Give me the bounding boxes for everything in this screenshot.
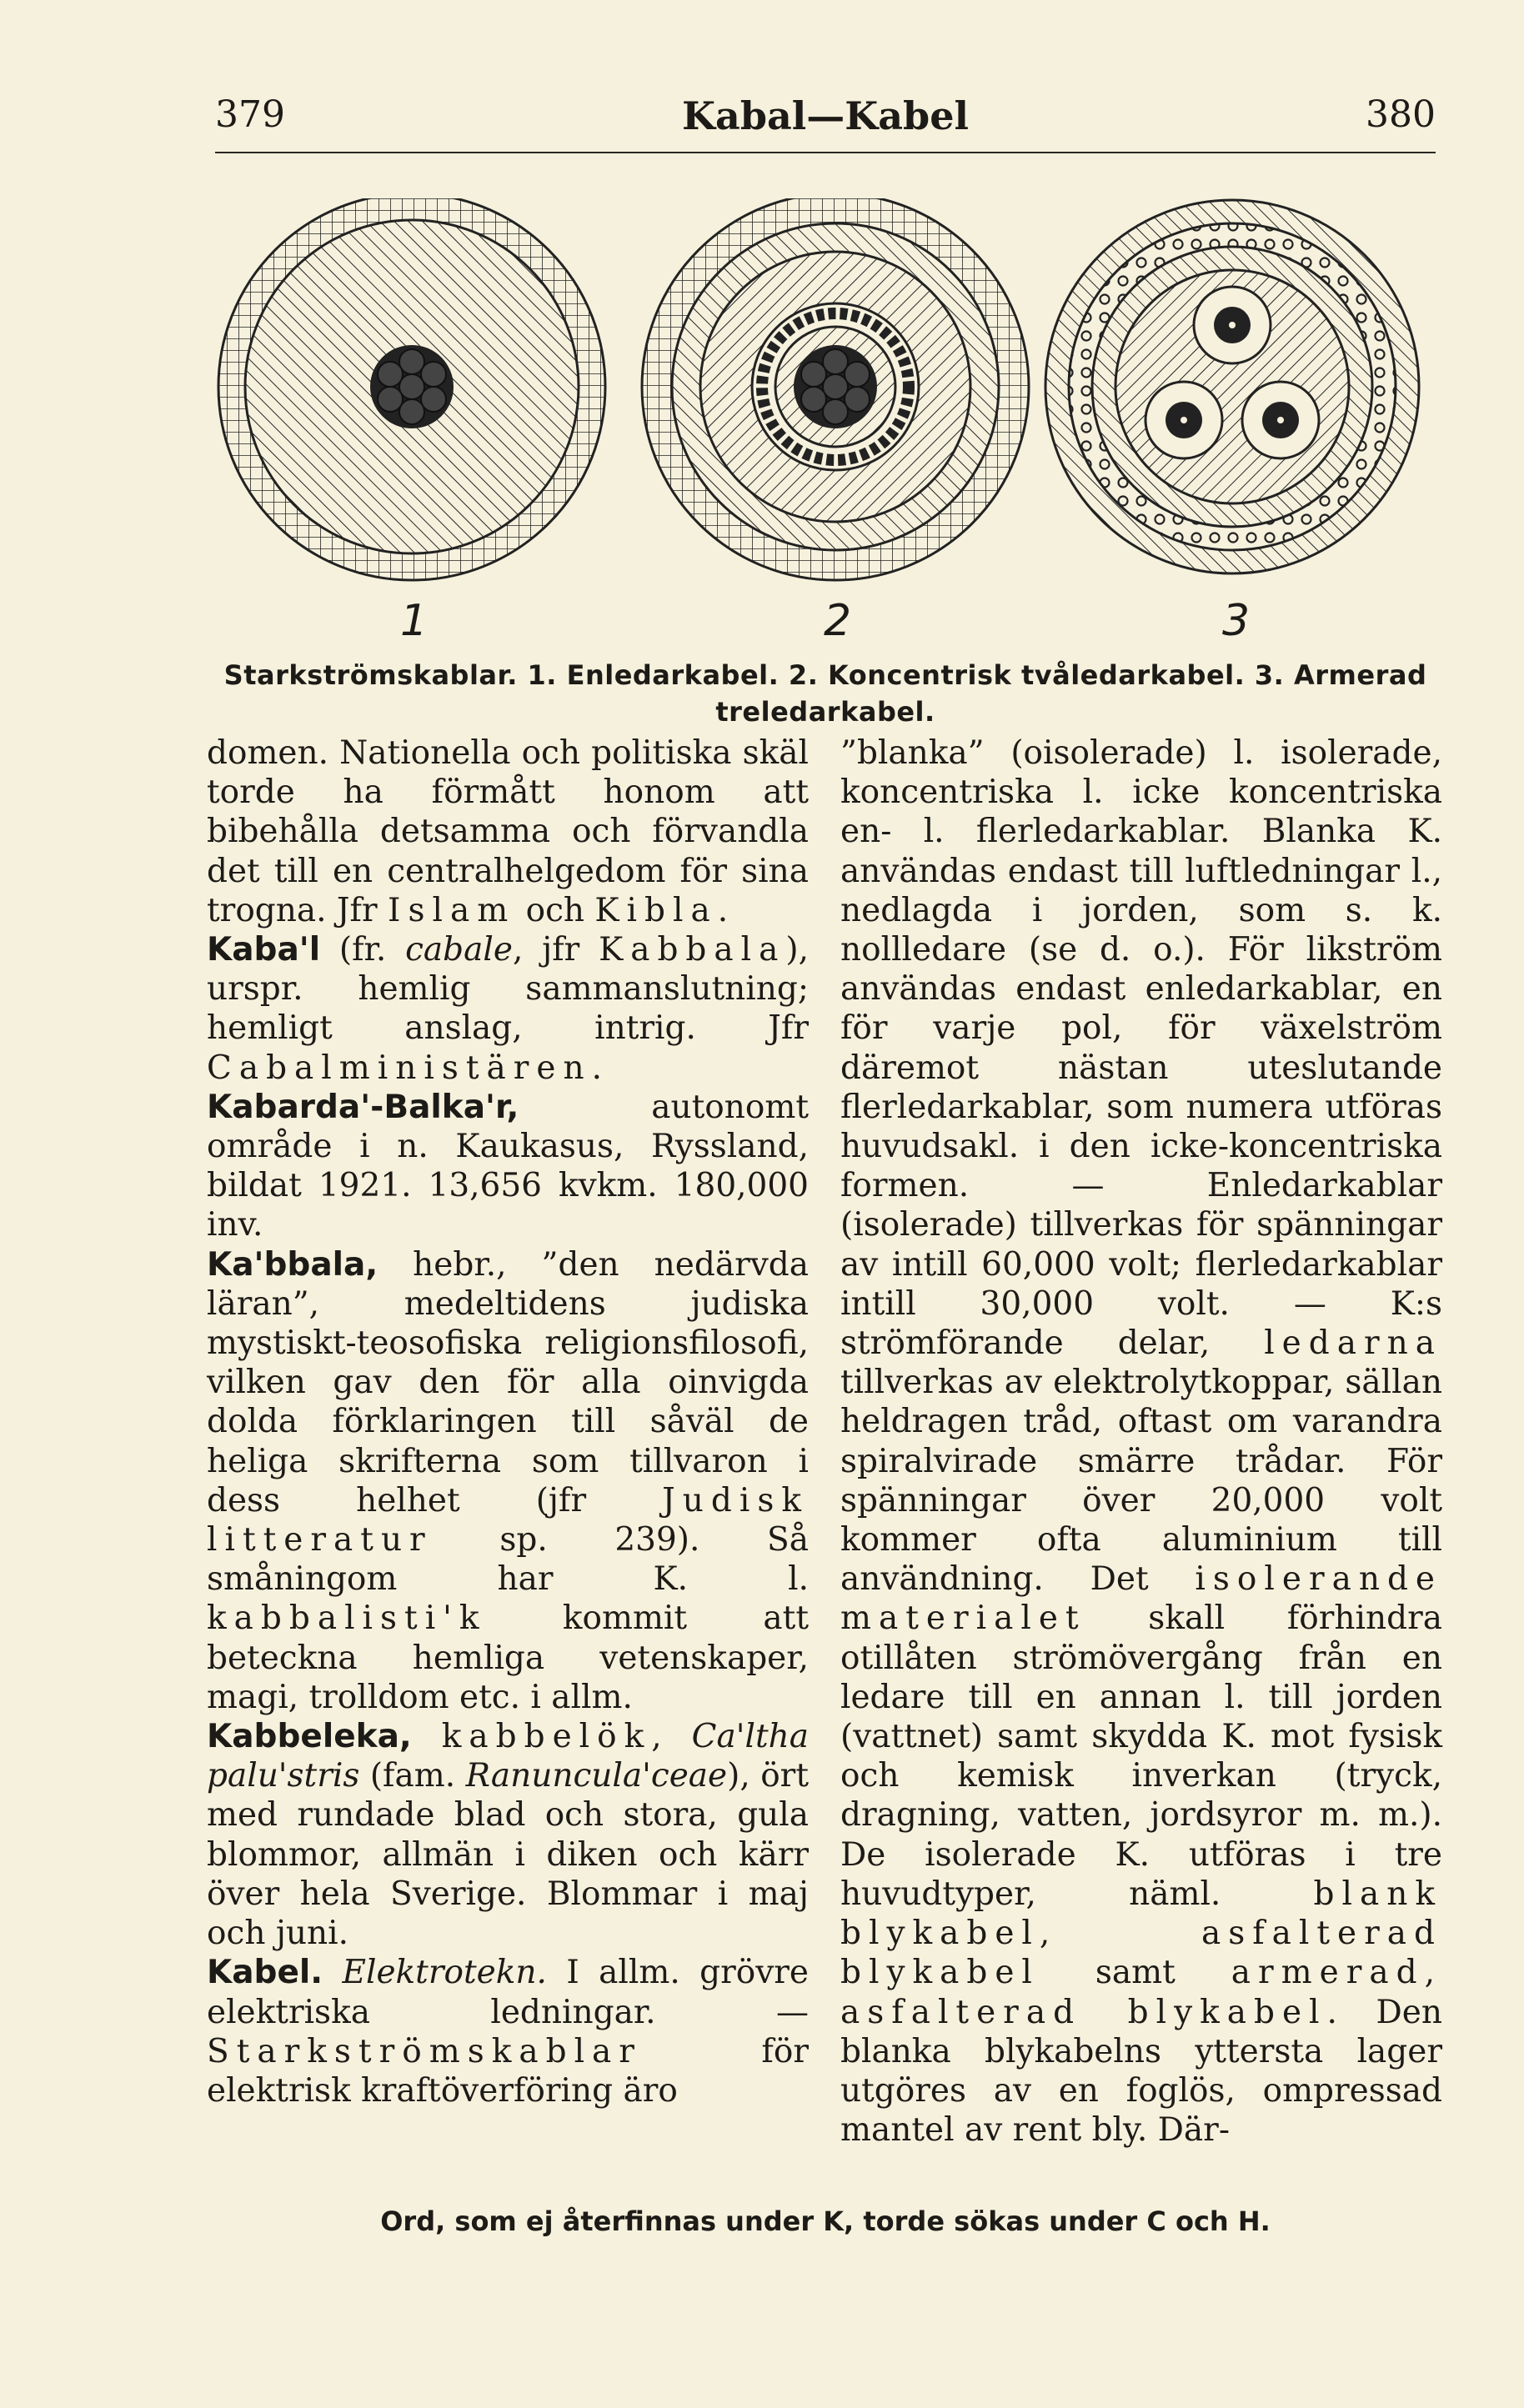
text-span: (fr. — [320, 931, 406, 969]
entry-kabal — [207, 930, 809, 1088]
paragraph-kaba-end — [207, 733, 809, 930]
spaced-term: kabbalisti'k — [207, 1599, 487, 1638]
text-span: tillverkas av elektrolytkoppar, sällan heldragen tråd, oftast om varandra spiralvirade smärre trådar. För spänningar över 20,000 volt kommer ofta aluminium till användning. Det — [840, 1364, 1442, 1599]
spaced-term: armerad, asfalterad blykabel — [840, 1954, 1442, 2031]
text-span: sp. 239). Så småningom har K. l. — [207, 1521, 809, 1599]
text-span: för elektrisk kraftöverföring äro — [207, 2032, 809, 2110]
cable-2-drawing — [642, 198, 1029, 580]
figure-label-3: 3 — [1222, 596, 1251, 646]
spaced-term: ledarna — [1264, 1324, 1442, 1363]
entry-kabbala — [207, 1245, 809, 1717]
text-span: kommit att beteckna hemliga vetenskaper, magi, trolldom etc. i allm. — [207, 1599, 809, 1716]
text-span: ), ört med rundade blad och stora, gula blommor, allmän i diken och kärr över hela Sverige. Blommar i maj och juni. — [207, 1757, 810, 1953]
text-span: (fam. — [359, 1757, 466, 1795]
spaced-term: blank blykabel — [840, 1875, 1442, 1953]
spaced-term: kabbelök — [441, 1718, 652, 1756]
text-span: . — [717, 891, 729, 929]
entry-headword: Kabbeleka, — [207, 1718, 412, 1756]
cable-1-drawing — [218, 198, 605, 580]
text-span: hebr., ”den nedärvda läran”, medeltidens judiska mystiskt-teosofiska religionsfilosofi, vilken gav den för alla oinvigda dolda förklaringen till såväl de heliga skrifterna som tillvaron i dess helhet (jfr — [207, 1245, 809, 1519]
italic-term: Elektrotekn. — [342, 1954, 547, 1992]
right-column — [840, 733, 1442, 2150]
entry-headword: Ka'bbala, — [207, 1245, 378, 1284]
spaced-term: isolerande materialet — [840, 1560, 1442, 1638]
text-span: domen. Nationella och politiska skäl torde ha förmått honom att bibehålla detsamma och förvandla det till en centralhelgedom för sina trogna. Jfr — [207, 734, 809, 929]
figure-label-1: 1 — [400, 596, 429, 646]
text-span — [412, 1718, 442, 1755]
text-span: samt — [1039, 1954, 1231, 1992]
entry-kabel-continued — [840, 733, 1442, 2150]
running-head: Kabal—Kabel — [682, 93, 969, 138]
spaced-term: asfalterad blykabel — [840, 1915, 1442, 1992]
entry-kabarda-balkar — [207, 1088, 809, 1245]
text-span: , — [651, 1718, 692, 1756]
entry-headword: Kaba'l — [207, 931, 321, 969]
text-span: I allm. grövre elektriska ledningar. — — [207, 1954, 809, 2031]
cable-figure — [215, 198, 1436, 632]
italic-term: Ranuncula'ceae — [465, 1757, 728, 1795]
page-header — [215, 93, 1436, 152]
text-span: ”blanka” (oisolerade) l. isolerade, koncentriska l. icke koncentriska en- l. flerledarkablar. Blanka K. användas endast till luftledningar l., nedlagda i jorden, som s. k. nollledare (se d. o.). För likström användas endast enledarkablar, en för varje pol, för växelström däremot nästan uteslutande flerledarkablar, som numera utföras huvudsakl. i den icke-koncentriska formen. — Enledarkablar (isolerade) tillverkas för spänningar av intill 60,000 volt; flerledarkablar intill 30,000 volt. — K:s strömförande delar, — [840, 734, 1442, 1363]
header-rule — [215, 152, 1436, 153]
cable-3-drawing — [1045, 200, 1419, 573]
text-span: . Den blanka blykabelns yttersta lager utgöres av en foglös, ompressad mantel av rent bly. Där- — [840, 1993, 1443, 2150]
text-span: autonomt område i n. Kaukasus, Ryssland, bildat 1921. 13,656 kvkm. 180,000 inv. — [207, 1088, 809, 1244]
figure-caption: Starkströmskablar. 1. Enledarkabel. 2. Koncentrisk tvåledarkabel. 3. Armerad treledarkabel. — [223, 659, 1427, 728]
page-number-right: 380 — [1366, 93, 1436, 136]
text-span: , — [1039, 1915, 1201, 1953]
text-span: skall förhindra otillåten strömövergång från en ledare till en annan l. till jorden (vattnet) samt skydda K. mot fysisk och kemisk inverkan (tryck, dragning, vatten, jordsyror m. m.). De isolerade K. utföras i tre huvudtyper, näml. — [840, 1599, 1442, 1913]
cable-cross-sections — [215, 198, 1436, 632]
figure-label-2: 2 — [824, 596, 852, 646]
italic-term: cabale — [405, 931, 513, 969]
entry-kabel — [207, 1953, 809, 2110]
text-span: och — [515, 891, 595, 929]
cross-reference: Kibla — [594, 891, 718, 929]
entry-headword: Kabel. — [207, 1954, 323, 1992]
cross-reference: Kabbala — [599, 931, 786, 969]
text-span — [323, 1954, 342, 1991]
text-span: ), urspr. hemlig sammanslutning; hemligt anslag, intrig. Jfr — [207, 931, 809, 1048]
page-number-left: 379 — [215, 93, 285, 136]
italic-term: Ca'ltha palu'stris — [207, 1718, 809, 1795]
entry-headword: Kabarda'-Balka'r, — [207, 1088, 519, 1126]
text-span: , jfr — [512, 931, 599, 969]
text-span: . — [591, 1049, 603, 1087]
page-footer: Ord, som ej återfinnas under K, torde sökas under C och H. — [380, 2205, 1271, 2237]
cross-reference: Cabalministären — [207, 1049, 592, 1087]
cross-reference: Islam — [388, 891, 516, 929]
entry-kabbeleka — [207, 1717, 809, 1953]
spaced-term: Starkströmskablar — [207, 2032, 642, 2070]
cross-reference: Judisk litteratur — [207, 1481, 809, 1559]
left-column — [207, 733, 809, 2110]
